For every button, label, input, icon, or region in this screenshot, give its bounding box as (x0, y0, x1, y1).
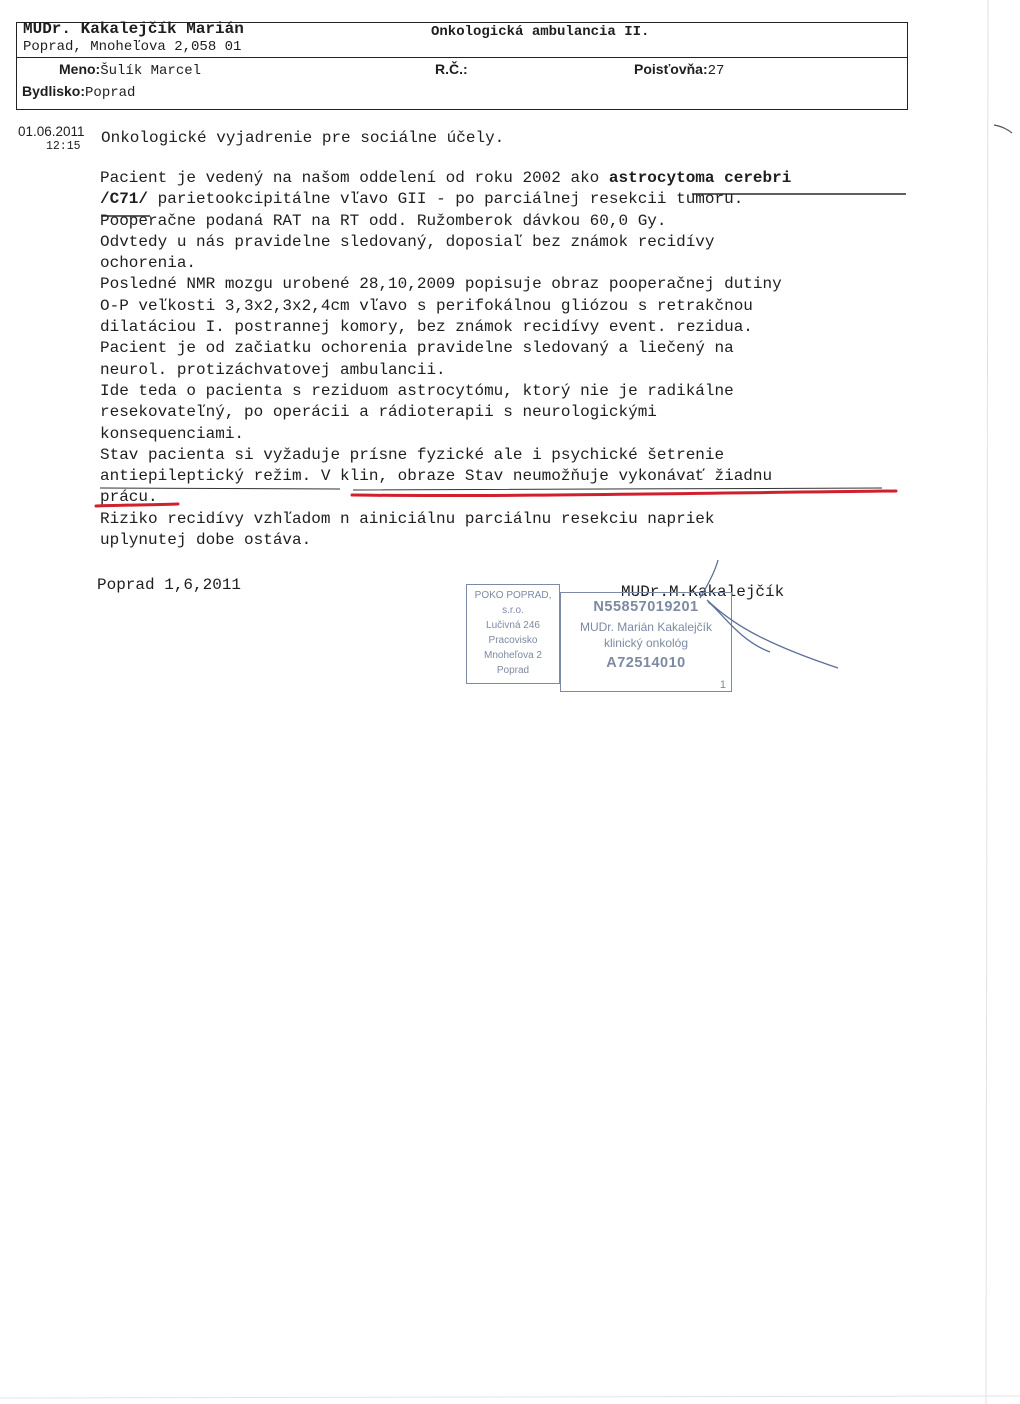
rc-label: R.Č.: (435, 61, 468, 77)
record-time: 12:15 (46, 140, 81, 153)
red-underline (352, 491, 896, 496)
residence-value: Poprad (85, 85, 136, 101)
body-line: Pacient je vedený na našom oddelení od roku 2002 ako astrocytoma cerebri (100, 169, 792, 187)
doctor-address: Poprad, Mnoheľova 2,058 01 (23, 39, 242, 55)
body-line: antiepileptický režim. V klin, obraze Stav neumožňuje vykonávať žiadnu (100, 467, 773, 486)
body-line: uplynutej dobe ostáva. (100, 531, 312, 550)
stamp-line: Poprad (496, 665, 530, 676)
body-line: Pooperačne podaná RAT na RT odd. Ružomberok dávkou 60,0 Gy. (100, 211, 667, 230)
body-line: resekovateľný, po operácii a rádioterapii s neurologickými (100, 403, 657, 422)
body-line: prácu. (100, 488, 158, 507)
body-line: Pacient je od začiatku ochorenia pravidelne sledovaný a liečený na (100, 339, 734, 358)
scan-edge-bottom (0, 1396, 1020, 1398)
record-title: Onkologické vyjadrenie pre sociálne účely. (101, 129, 505, 147)
body-line: neurol. protizáchvatovej ambulancii. (100, 360, 446, 379)
scan-edge (986, 0, 988, 1404)
stamp-corner-number: 1 (719, 679, 726, 691)
stamp-line: Lučivná 246 (486, 620, 540, 631)
ambulance-name: Onkologická ambulancia II. (431, 24, 650, 40)
body-line: Odvtedy u nás pravidelne sledovaný, doposiaľ bez známok recidívy (100, 232, 715, 251)
diagnosis-code: /C71/ (100, 190, 149, 209)
body-line: ochorenia. (100, 254, 197, 273)
insurance-label: Poisťovňa: (634, 61, 708, 77)
name-value: Šulík Marcel (100, 63, 202, 79)
text-underline (100, 488, 882, 490)
body-line: konsequenciami. (100, 424, 245, 443)
body-line: /C71/ parietookcipitálne vľavo GII - po parciálnej resekcii tumoru. (100, 190, 744, 209)
body-line: Stav pacienta si vyžaduje prísne fyzické ale i psychické šetrenie (100, 445, 725, 464)
record-date: 01.06.2011 (18, 124, 85, 139)
diagnosis-text: astrocytoma cerebri (608, 169, 792, 187)
body-line: Riziko recidívy vzhľadom n ainiciálnu parciálnu resekciu napriek (100, 509, 715, 528)
residence-label: Bydlisko: (22, 83, 86, 99)
name-label: Meno: (59, 61, 101, 77)
red-underline-short (96, 504, 178, 506)
signer-name: MUDr.M.Kakalejčík (621, 583, 785, 601)
stamp-code-1: N55857019201 (593, 599, 699, 615)
doctor-name: MUDr. Kakalejčík Marián (23, 20, 244, 38)
stamp-code-2: A72514010 (606, 655, 686, 671)
margin-mark (994, 125, 1012, 133)
stamp-line: Pracovisko (488, 635, 538, 646)
stamp-role: klinický onkológ (603, 636, 689, 650)
stamp-doctor-name: MUDr. Marián Kakalejčík (579, 620, 713, 634)
body-line: O-P veľkosti 3,3x2,3x2,4cm vľavo s perifokálnou gliózou s retrakčnou (100, 296, 753, 315)
insurance-value: 27 (707, 63, 725, 79)
body-line: dilatáciou I. postrannej komory, bez známok recidívy event. rezidua. (100, 318, 753, 337)
signature-stroke (700, 560, 838, 668)
place-date: Poprad 1,6,2011 (97, 576, 242, 594)
stamp-line: Mnoheľova 2 (484, 650, 542, 661)
body-line: Ide teda o pacienta s reziduom astrocytómu, ktorý nie je radikálne (100, 381, 734, 400)
body-line: Posledné NMR mozgu urobené 28,10,2009 popisuje obraz pooperačnej dutiny (100, 275, 782, 294)
stamp-line: POKO POPRAD, (474, 590, 552, 601)
stamp-line: s.r.o. (502, 605, 524, 616)
